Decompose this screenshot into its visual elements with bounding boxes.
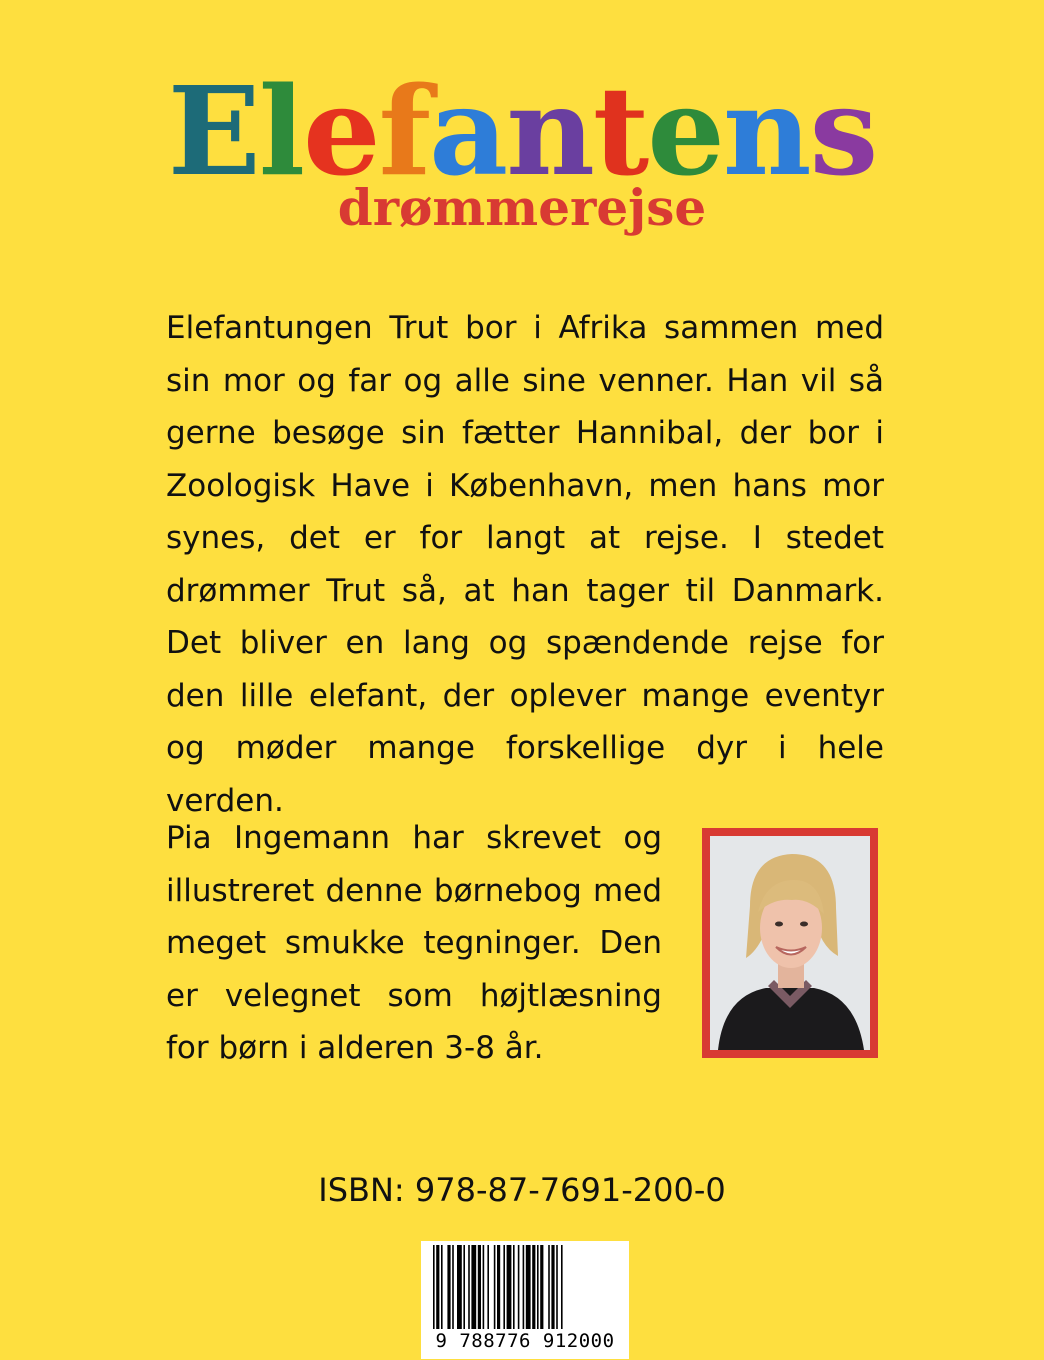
title-letter: t bbox=[592, 59, 648, 203]
title-letter: n bbox=[722, 59, 810, 203]
title-letter: n bbox=[506, 59, 593, 203]
barcode bbox=[421, 1241, 629, 1359]
barcode-digits: 9 788776 912000 bbox=[435, 1330, 615, 1352]
title-letter: f bbox=[378, 59, 430, 203]
title-letter: E bbox=[167, 59, 259, 203]
blurb-text: Elefantungen Trut bor i Afrika sammen med sin mor og far og alle sine venner. Han vil så gerne besøge sin fætter Hannibal, der bor i Zoologisk Have i København, men hans mor synes, det er for langt at rejse. I stedet drømmer Trut så, at han tager til Danmark. Det bliver en lang og spændende rejse for den lille elefant, der oplever mange eventyr og møder mange forskellige dyr i hele verden. bbox=[166, 310, 884, 819]
author-portrait-image bbox=[710, 836, 870, 1050]
book-title bbox=[0, 59, 1044, 203]
isbn-number: ISBN: 978-87-7691-200-0 bbox=[318, 1171, 726, 1209]
title-letter: s bbox=[809, 59, 877, 203]
title-letter: e bbox=[647, 59, 723, 203]
title-letter: l bbox=[258, 59, 304, 203]
author-photo bbox=[702, 828, 878, 1058]
author-bio: Pia Ingemann har skrevet og illustreret denne børnebog med meget smukke tegninger. Den er velegnet som højtlæsning for børn i alderen 3-8 år. bbox=[166, 820, 662, 1066]
title-letter: a bbox=[429, 59, 507, 203]
book-subtitle: drømmerejse bbox=[337, 178, 707, 237]
barcode-bars bbox=[421, 1241, 629, 1333]
title-letter: e bbox=[303, 59, 379, 203]
